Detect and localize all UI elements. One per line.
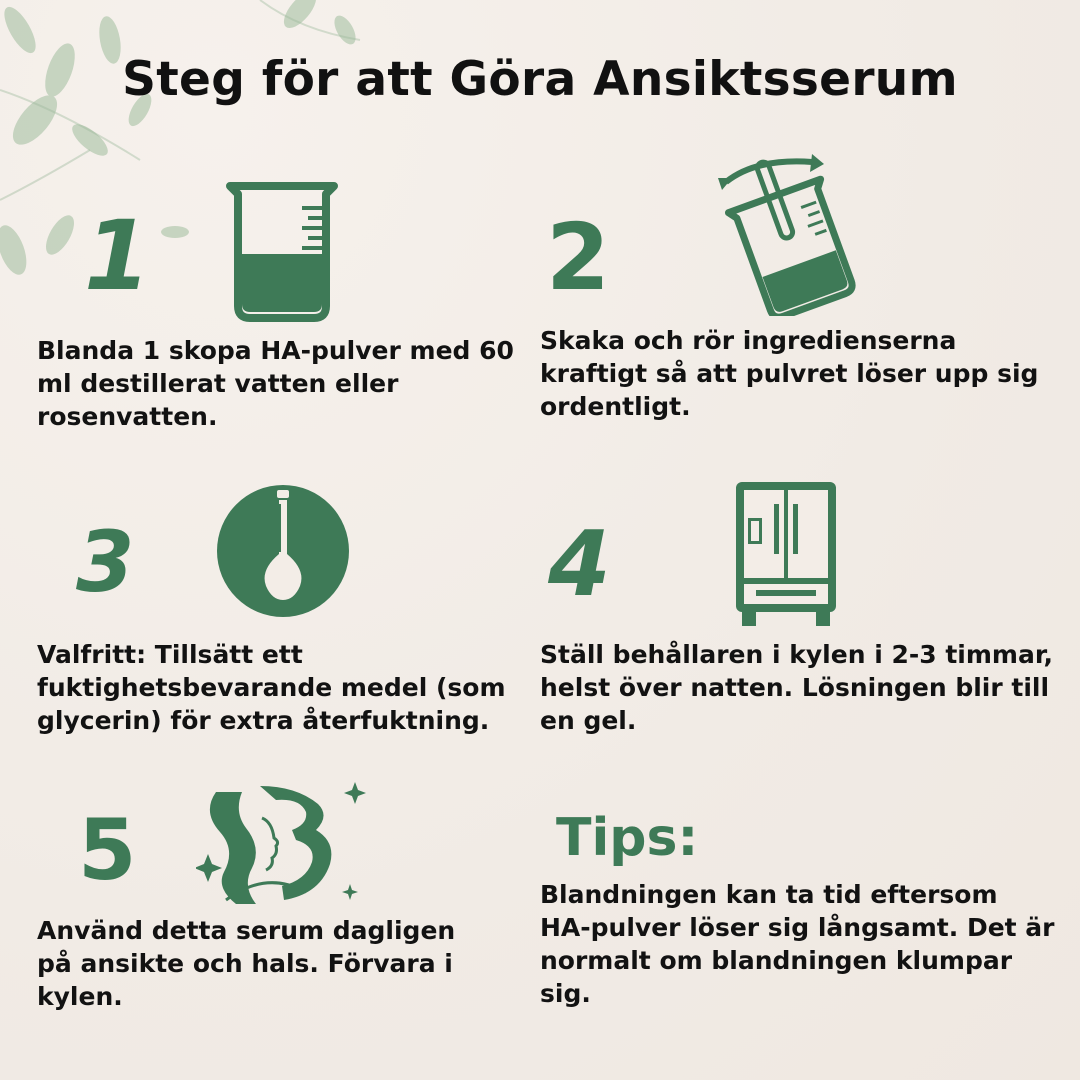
step-number-4: 4 <box>548 512 611 617</box>
tips-heading: Tips: <box>556 808 699 868</box>
step-4-text: Ställ behållaren i kylen i 2-3 timmar, helst över natten. Lösningen blir till en gel. <box>540 640 1053 735</box>
step-number-5: 5 <box>78 801 137 899</box>
stirring-beaker-icon <box>716 152 860 316</box>
tips-text: Blandningen kan ta tid eftersom HA-pulver löser sig långsamt. Det är normalt om blandningen klumpar sig. <box>540 880 1055 1008</box>
step-number-2: 2 <box>546 204 611 311</box>
step-number-3: 3 <box>76 513 135 611</box>
beaker-icon <box>226 182 338 322</box>
beauty-face-icon <box>196 782 366 910</box>
step-number-1: 1 <box>84 200 151 312</box>
step-3-text: Valfritt: Tillsätt ett fuktighetsbevarande medel (som glycerin) för extra återfuktning. <box>37 640 506 735</box>
step-5-text: Använd detta serum dagligen på ansikte och hals. Förvara i kylen. <box>37 916 456 1011</box>
step-2-text: Skaka och rör ingredienserna kraftigt så att pulvret löser upp sig ordentligt. <box>540 326 1039 421</box>
refrigerator-icon <box>734 480 838 628</box>
leaves-decoration-icon <box>0 0 420 300</box>
page-title: Steg för att Göra Ansiktsserum <box>122 52 958 107</box>
dropper-icon <box>216 484 350 618</box>
step-1-text: Blanda 1 skopa HA-pulver med 60 ml destillerat vatten eller rosenvatten. <box>37 336 514 431</box>
